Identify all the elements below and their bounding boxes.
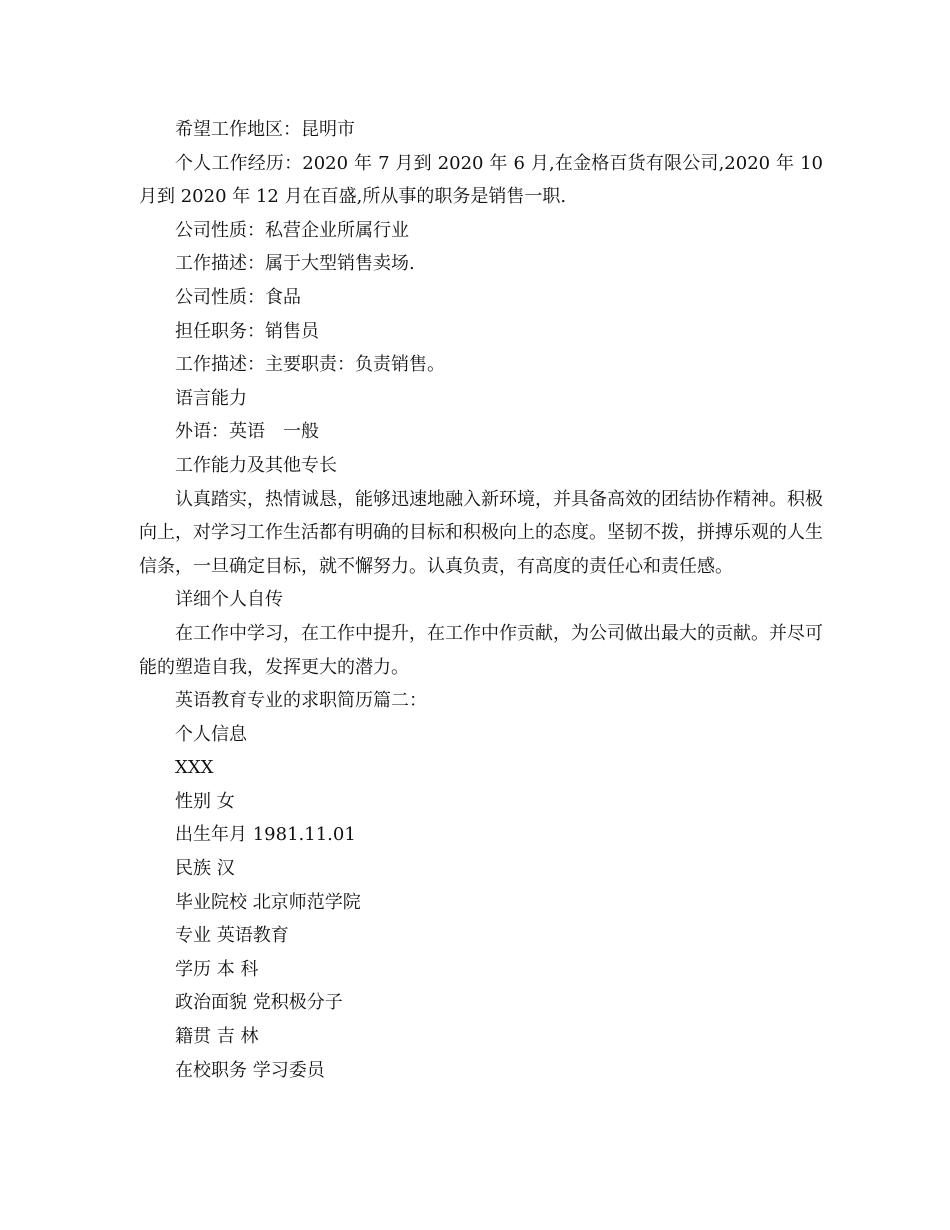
section-heading-autobiography: 详细个人自传 xyxy=(175,589,283,611)
job-description-2: 工作描述：主要职责：负责销售。 xyxy=(175,354,445,376)
company-nature-2: 公司性质：食品 xyxy=(175,286,301,308)
job-description: 工作描述：属于大型销售卖场. xyxy=(175,253,415,275)
autobiography-paragraph: 在工作中学习，在工作中提升，在工作中作贡献，为公司做出最大的贡献。并尽可能的塑造自我，发挥更大的潜力。 xyxy=(139,622,823,678)
political-status: 政治面貌 党积极分子 xyxy=(175,992,343,1014)
skills-paragraph: 认真踏实，热情诚恳，能够迅速地融入新环境，并具备高效的团结协作精神。积极向上，对学习工作生活都有明确的目标和积极向上的态度。坚韧不拨，拼搏乐观的人生信条，一旦确定目标，就不懈努力。认真负责，有高度的责任心和责任感。 xyxy=(139,488,823,577)
company-nature: 公司性质：私营企业所属行业 xyxy=(175,219,409,241)
major: 专业 英语教育 xyxy=(175,925,289,947)
graduated-school: 毕业院校 北京师范学院 xyxy=(175,891,361,913)
document-body xyxy=(139,113,823,1087)
desired-work-area: 希望工作地区：昆明市 xyxy=(175,119,355,140)
applicant-name: XXX xyxy=(175,757,214,779)
position-held: 担任职务：销售员 xyxy=(175,320,319,342)
native-place: 籍贯 吉 林 xyxy=(175,1026,259,1048)
gender: 性别 女 xyxy=(175,790,235,812)
section-heading-personal-info: 个人信息 xyxy=(175,723,247,745)
education-level: 学历 本 科 xyxy=(175,958,259,980)
birth-date: 出生年月 1981.11.01 xyxy=(175,824,356,846)
foreign-language: 外语：英语 一般 xyxy=(175,421,319,443)
resume-part-two-heading: 英语教育专业的求职简历篇二： xyxy=(175,690,427,712)
section-heading-language: 语言能力 xyxy=(175,387,247,409)
ethnicity: 民族 汉 xyxy=(175,858,235,880)
work-experience: 个人工作经历：2020 年 7 月到 2020 年 6 月,在金格百货有限公司,2020 年 10 月到 2020 年 12 月在百盛,所从事的职务是销售一职. xyxy=(139,152,823,208)
school-position: 在校职务 学习委员 xyxy=(175,1059,325,1081)
section-heading-skills: 工作能力及其他专长 xyxy=(175,454,337,476)
